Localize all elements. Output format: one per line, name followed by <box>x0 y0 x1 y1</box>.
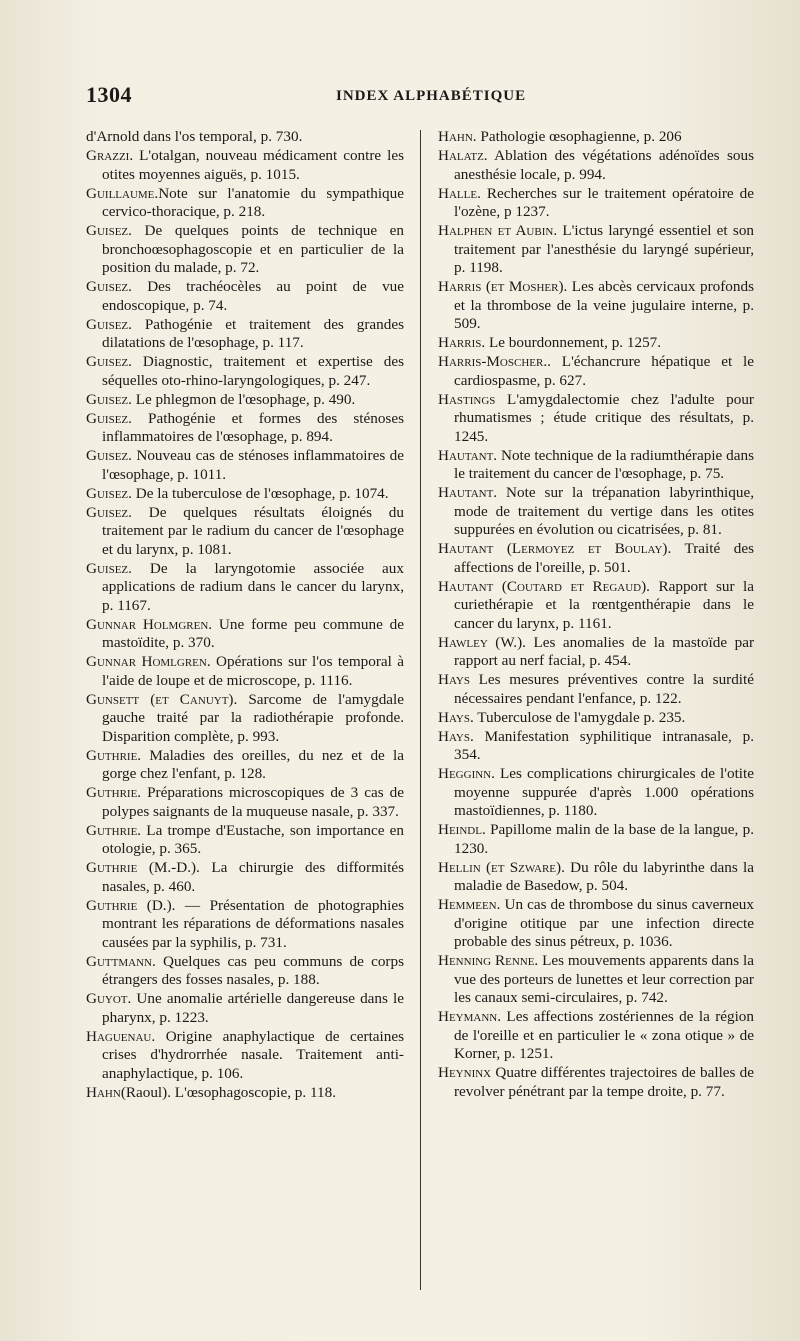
entry-text: Rapport sur la curiethérapie et la rœntgenthérapie dans le cancer du larynx, p. 1161. <box>454 577 754 632</box>
entry-author: Heindl. <box>438 821 486 838</box>
entry-author: Grazzi. <box>86 147 134 164</box>
entry-text: Ablation des végétations adénoïdes sous anesthésie locale, p. 994. <box>454 147 754 183</box>
index-entry <box>86 447 404 484</box>
index-entry <box>438 859 754 896</box>
index-entry <box>86 316 404 353</box>
entry-author: Halatz. <box>438 147 488 164</box>
entry-text: Tuberculose de l'amygdale p. 235. <box>473 708 686 726</box>
index-entry <box>438 896 754 952</box>
entry-author: Guthrie (M.-D.). <box>86 859 200 876</box>
entry-author: Harris (et Mosher). <box>438 278 568 295</box>
index-entry <box>438 728 754 765</box>
entry-author: Harris. <box>438 334 486 351</box>
entry-author: Hautant. <box>438 446 498 464</box>
entry-author: Haguenau. <box>86 1027 156 1045</box>
page-number: 1304 <box>86 82 132 107</box>
index-entry <box>438 185 754 222</box>
entry-text: De quelques résultats éloignés du traitement par le radium du cancer de l'œsophage et du larynx, p. 1081. <box>102 503 404 558</box>
index-entry <box>86 953 404 990</box>
index-entry <box>86 784 404 821</box>
entry-author: Hays <box>438 671 470 688</box>
entry-text: Papillome malin de la base de la langue, p. 1230. <box>454 821 754 857</box>
index-entry <box>438 278 754 334</box>
entry-text: Sarcome de l'amygdale gauche traité par la radiothérapie profonde. Disparition complète, p. 993. <box>102 690 404 745</box>
entry-author: Hautant (Lermoyez et Boulay). <box>438 540 672 557</box>
entry-author: Guthrie. <box>86 821 142 839</box>
entry-author: Guisez. <box>86 484 132 502</box>
entry-text: Les mouvements apparents dans la vue des porteurs de lunettes et leur correction par les canaux semi-circulaires, p. 742. <box>454 952 754 1006</box>
entry-author: Heymann. <box>438 1008 502 1025</box>
entry-author: Hawley <box>438 633 488 651</box>
index-entry <box>86 616 404 653</box>
entry-text: Origine anaphylactique de certaines crises d'hydrorrhée nasale. Traitement anti-anaphylactique, p. 106. <box>102 1027 404 1082</box>
entry-text: Du rôle du labyrinthe dans la maladie de Basedow, p. 504. <box>454 858 754 894</box>
entry-text: Quatre différentes trajectoires de balles de revolver pénétrant par la tempe droite, p. 77. <box>454 1064 754 1100</box>
column-divider <box>420 130 421 1290</box>
entry-author: Guthrie. <box>86 784 142 801</box>
entry-author: Hahn <box>86 1083 121 1101</box>
entry-text: Le bourdonnement, p. 1257. <box>485 334 662 351</box>
entry-author: Guttmann. <box>86 952 156 970</box>
entry-text: Maladies des oreilles, du nez et de la gorge chez l'enfant, p. 128. <box>102 746 404 782</box>
entry-text: Nouveau cas de sténoses inflammatoires de l'œsophage, p. 1011. <box>102 447 404 483</box>
entry-text: Les affections zostériennes de la région de l'oreille et en particulier le « zona otique » de Korner, p. 1251. <box>454 1008 754 1062</box>
index-entry <box>438 353 754 390</box>
index-entry <box>86 822 404 859</box>
entry-text: Une forme peu commune de mastoïdite, p. 370. <box>102 615 405 651</box>
entry-text: Préparations microscopiques de 3 cas de polypes saignants de la muqueuse nasale, p. 337. <box>102 784 404 820</box>
entry-author: Hastings <box>438 390 496 408</box>
entry-text: La trompe d'Eustache, son importance en otologie, p. 365. <box>102 821 404 857</box>
entry-text: La chirurgie des difformités nasales, p. 460. <box>102 859 404 895</box>
entry-text: Les mesures préventives contre la surdité nécessaires pendant l'enfance, p. 122. <box>454 671 754 707</box>
left-column <box>86 128 404 1103</box>
entry-text: Note technique de la radiumthérapie dans le traitement du cancer de l'œsophage, p. 75. <box>454 446 754 482</box>
entry-text: Traité des affections de l'oreille, p. 501. <box>454 540 754 576</box>
entry-author: Guisez. <box>86 503 132 521</box>
index-entry <box>86 1084 404 1103</box>
entry-author: Guisez. <box>86 447 132 464</box>
entry-author: Guthrie (D.). <box>86 896 176 914</box>
entry-text: De la laryngotomie associée aux applications de radium dans le cancer du larynx, p. 1167. <box>102 559 404 614</box>
entry-author: Heyninx <box>438 1064 492 1081</box>
index-entry <box>438 1008 754 1064</box>
index-entry <box>438 821 754 858</box>
entry-text: — Présentation de photographies montrant les réparations de déformations nasales causées par la syphilis, p. 731. <box>102 896 404 951</box>
entry-author: Hellin (et Szware). <box>438 858 565 876</box>
index-entry <box>86 128 404 147</box>
right-column <box>438 128 754 1102</box>
index-entry <box>438 1064 754 1101</box>
entry-text: De la tuberculose de l'œsophage, p. 1074. <box>131 484 389 502</box>
index-entry <box>86 560 404 616</box>
entry-text: Pathologie œsophagienne, p. 206 <box>476 128 682 145</box>
entry-author: Halle. <box>438 184 481 202</box>
entry-text: Des trachéocèles au point de vue endoscopique, p. 74. <box>102 278 404 314</box>
index-entry <box>86 691 404 747</box>
entry-author: Hegginn. <box>438 765 495 782</box>
page-header <box>86 82 766 112</box>
index-entry <box>86 278 404 315</box>
entry-text: De quelques points de technique en bronchoœsophagoscopie et en particulier de la position du malade, p. 72. <box>102 222 404 276</box>
entry-text: Manifestation syphilitique intranasale, p. 354. <box>454 727 754 763</box>
entry-text: Pathogénie et formes des sténoses inflammatoires de l'œsophage, p. 894. <box>102 409 404 445</box>
entry-text: L'échancrure hépatique et le cardiospasme, p. 627. <box>454 353 754 389</box>
index-entry <box>86 859 404 896</box>
index-entry <box>438 765 754 821</box>
entry-text: L'otalgan, nouveau médicament contre les otites moyennes aiguës, p. 1015. <box>102 147 404 183</box>
index-entry <box>438 147 754 184</box>
entry-text: Note sur l'anatomie du sympathique cervico-thoracique, p. 218. <box>102 184 404 220</box>
entry-author: Hautant. <box>438 484 498 501</box>
entry-text: Le phlegmon de l'œsophage, p. 490. <box>131 390 356 408</box>
index-entry <box>86 410 404 447</box>
index-entry <box>86 747 404 784</box>
index-entry <box>86 185 404 222</box>
index-entry <box>86 897 404 953</box>
index-entry <box>86 504 404 560</box>
index-entry <box>438 578 754 634</box>
entry-author: Guisez. <box>86 390 132 408</box>
index-entry <box>86 485 404 504</box>
index-entry <box>438 222 754 278</box>
index-entry <box>86 1028 404 1084</box>
index-entry <box>438 128 754 147</box>
index-entry <box>438 634 754 671</box>
index-entry <box>438 671 754 708</box>
entry-author: Hemmeen. <box>438 896 501 913</box>
index-entry <box>86 147 404 184</box>
entry-text: d'Arnold dans l'os temporal, p. 730. <box>86 128 303 145</box>
entry-author: Gunnar Holmgren. <box>86 615 213 633</box>
entry-text: Recherches sur le traitement opératoire de l'ozène, p 1237. <box>454 184 754 220</box>
entry-text: L'ictus laryngé essentiel et son traitement par l'anesthésie du laryngé supérieur, p. 1198. <box>454 222 755 276</box>
index-entry <box>438 540 754 577</box>
entry-text: Pathogénie et traitement des grandes dilatations de l'œsophage, p. 117. <box>102 315 404 351</box>
entry-author: Hays. <box>438 727 474 745</box>
entry-author: Guisez. <box>86 222 132 239</box>
entry-author: Gunnar Homlgren. <box>86 653 211 670</box>
entry-text: (Raoul). L'œsophagoscopie, p. 118. <box>120 1083 336 1101</box>
entry-text: L'amygdalectomie chez l'adulte pour rhumatismes ; étude critique des résultats, p. 1245. <box>454 390 754 445</box>
entry-author: Guthrie. <box>86 746 142 764</box>
running-title: INDEX ALPHABÉTIQUE <box>336 88 527 104</box>
entry-author: Henning Renne. <box>438 952 539 969</box>
index-entry <box>86 222 404 278</box>
entry-text: Note sur la trépanation labyrinthique, mode de traitement du vertige dans les otites suppurées en évolution ou cicatrisées, p. 81. <box>454 484 754 538</box>
index-entry <box>86 353 404 390</box>
entry-text: Opérations sur l'os temporal à l'aide de loupe et de microscope, p. 1116. <box>102 653 405 689</box>
entry-author: Halphen et Aubin. <box>438 222 558 239</box>
entry-text: Quelques cas peu communs de corps étrangers des fosses nasales, p. 188. <box>102 952 404 988</box>
entry-author: Gunsett (et Canuyt). <box>86 690 238 708</box>
entry-text: (W.). Les anomalies de la mastoïde par rapport au nerf facial, p. 454. <box>454 633 754 669</box>
entry-author: Guillaume. <box>86 184 159 202</box>
index-entry <box>86 391 404 410</box>
entry-author: Guyot. <box>86 990 132 1007</box>
entry-author: Guisez. <box>86 353 132 370</box>
entry-author: Hays. <box>438 708 474 726</box>
entry-text: Une anomalie artérielle dangereuse dans le pharynx, p. 1223. <box>102 990 404 1026</box>
index-entry <box>438 391 754 447</box>
entry-text: Les abcès cervicaux profonds et la thrombose de la veine jugulaire interne, p. 509. <box>454 278 754 332</box>
entry-text: Un cas de thrombose du sinus caverneux d'origine otitique par une infection directe probable des sinus pétreux, p. 1036. <box>454 896 754 950</box>
entry-text: Les complications chirurgicales de l'otite moyenne suppurée d'après 1.000 opérations mastoïdiennes, p. 1180. <box>454 765 754 819</box>
index-entry <box>438 334 754 353</box>
index-entry <box>438 709 754 728</box>
index-entry <box>438 484 754 540</box>
entry-author: Guisez. <box>86 278 132 295</box>
index-entry <box>438 447 754 484</box>
index-entry <box>438 952 754 1008</box>
index-entry <box>86 990 404 1027</box>
entry-author: Harris-Moscher.. <box>438 353 551 370</box>
entry-author: Hahn. <box>438 128 477 145</box>
entry-text: Diagnostic, traitement et expertise des séquelles oto-rhino-laryngologiques, p. 247. <box>102 353 404 389</box>
entry-author: Guisez. <box>86 559 132 577</box>
entry-author: Guisez. <box>86 315 132 333</box>
index-entry <box>86 653 404 690</box>
entry-author: Guisez. <box>86 409 132 427</box>
entry-author: Hautant (Coutard et Regaud). <box>438 577 650 595</box>
